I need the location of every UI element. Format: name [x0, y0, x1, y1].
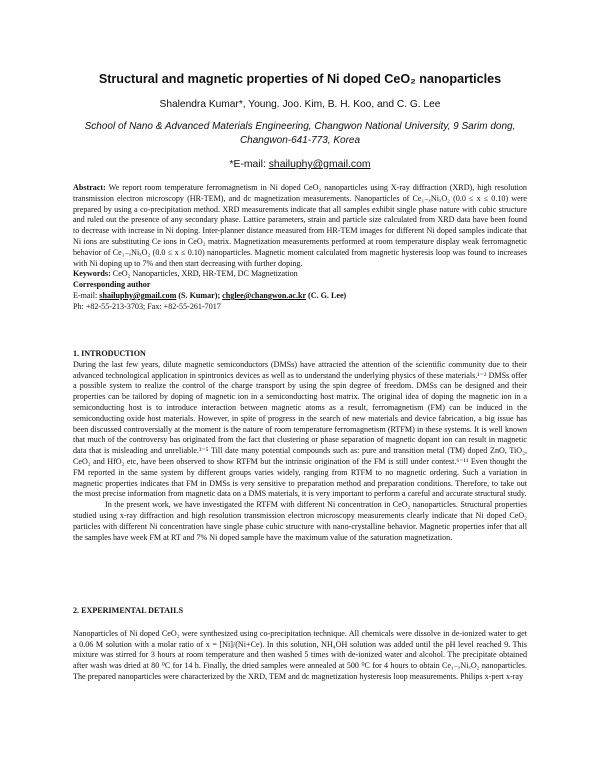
- abstract-text: We report room temperature ferromagnetism in Ni doped CeO₂ nanoparticles using X-ray diffraction (XRD), high resolution transmission electron microscopy (HR-TEM), and dc magnetization measurements. Nanoparticles of Ce₁₋ₓNiₓO₂ (0.0 ≤ x ≤ 0.10) were prepared by using a co-precipitation method. XRD measurements indicate that all samples exhibit single phase nature with cubic structure and ruled out the presence of any secondary phase. Lattice parameters, strain and particle size calculated from XRD data have been found to decrease with increase in Ni doping. Inter-planner distance measured from HR-TEM images for different Ni doped samples indicate that Ni ions are substituting Ce ions in CeO₂ matrix. Magnetization measurements performed at room temperature display weak ferromagnetic behavior of Ce₁₋ₓNiₓO₂ (0.0 ≤ x ≤ 0.10) nanoparticles. Magnetic moment calculated from magnetic hysteresis loop was found to increases with Ni doping up to 7% and then start decreasing with further doping.: [73, 183, 527, 268]
- email-prefix: *E-mail:: [229, 159, 269, 170]
- keywords-label: Keywords:: [73, 269, 111, 279]
- introduction-section: [73, 349, 527, 543]
- corresponding-author-heading: Corresponding author: [73, 280, 151, 290]
- abstract-paragraph: [73, 183, 527, 269]
- corr-email-2-link[interactable]: chglee@changwon.ac.kr: [222, 290, 306, 300]
- experimental-section: [73, 606, 527, 683]
- affiliation: School of Nano & Advanced Materials Engineering, Changwon National University, 9 Sarim dong, Changwon-641-773, Korea: [84, 121, 516, 146]
- section-heading-experimental: 2. EXPERIMENTAL DETAILS: [73, 606, 184, 615]
- abstract-label: Abstract:: [73, 183, 106, 192]
- phone-fax-line: Ph: +82-55-213-3703; Fax: +82-55-261-7017: [73, 301, 221, 311]
- introduction-paragraph-1: During the last few years, dilute magnetic semiconductors (DMSs) have attracted the attention of the scientific community due to their advanced technological application in spintronics devices as well as to understand the underlying physics of these materials.¹⁻² DMSs offer a possible system to realize the control of the charge transport by using the spin degree of freedom. DMSs can be designed and their properties can be tailored by doping of magnetic ion in a semiconducting host matrix. The original idea of doping the magnetic ion in a semiconducting host is to introduce interaction between magnetic atoms as a result, ferromagnetism (FM) can be induced in the semiconducting oxide host materials. However, in spite of progress in the search of new materials and device fabrication, a big issue has been discussed controversially at the moment is the nature of room temperature ferromagnetism (RTFM) in these systems. It is well known that much of the controversy has originated from the fact that clustering or phase separation of magnetic dopant ion can result in magnetic data that is misleading and unreliable.³⁻⁵ Till date many potential compounds such as: pure and transition metal (TM) doped ZnO, TiO₂, CeO₂ and HfO₂ etc, have been observed to show RTFM but the intrinsic origination of the FM is still under contest.⁶⁻¹¹ Even thought the FM reported in the same system by different groups varies widely, ranging from RTFM to no magnetic ordering. Such a variation in magnetic properties indicates that FM in DMSs is very sensitive to preparation method and preparation conditions. Therefore, to take out the most precise information from magnetic data on a DMS materials, it is very important to perform a careful and accurate structural study.: [73, 359, 527, 499]
- author-email-link[interactable]: shailuphy@gmail.com: [268, 159, 371, 170]
- corr-name-1: (S. Kumar);: [176, 290, 223, 300]
- corresponding-email-line: [40, 158, 560, 171]
- corr-name-2: (C. G. Lee): [306, 290, 347, 300]
- keywords-text: CeO₂ Nanoparticles, XRD, HR-TEM, DC Magnetization: [112, 269, 298, 279]
- introduction-paragraph-2: In the present work, we have investigated the RTFM with different Ni concentration in CeO₂ nanoparticles. Structural properties studied using x-ray diffraction and high resolution transmission electron microscopy measurements clearly indicate that Ni doped CeO₂ particles with different Ni concentration have single phase cubic structure with nano-crystalline behavior. Magnetic properties infer that all the samples have week FM at RT and 7% Ni doped sample have the maximum value of the saturation magnetization.: [73, 500, 527, 542]
- corr-email-label: E-mail:: [73, 290, 100, 300]
- corr-email-1-link[interactable]: shailuphy@gmail.com: [99, 290, 177, 300]
- abstract-block: [73, 183, 527, 313]
- section-heading-introduction: 1. INTRODUCTION: [73, 349, 146, 358]
- keywords-line: [73, 269, 527, 280]
- paper-title: Structural and magnetic properties of Ni doped CeO₂ nanoparticles: [98, 72, 502, 86]
- author-list: Shalendra Kumar*, Young. Joo. Kim, B. H. Koo, and C. G. Lee: [159, 99, 441, 110]
- experimental-paragraph-1: Nanoparticles of Ni doped CeO₂ were synthesized using co-precipitation technique. All chemicals were dissolve in de-ionized water to get a 0.06 M solution with a molar ratio of x = [Ni]/(Ni+Ce). In this solution, NH₄OH solution was added until the pH level reached 9. This mixture was stirred for 3 hours at room temperature and then washed 5 times with de-ionized water and alcohol. The precipitate obtained after wash was dried at 80 ⁰C for 14 h. Finally, the dried samples were annealed at 500 ⁰C for 4 hours to obtain Ce₁₋ₓNiₓO₂ nanoparticles. The prepared nanoparticles were characterized by the XRD, TEM and dc magnetization hysteresis loop measurements. Philips x-pert x-ray: [73, 628, 527, 681]
- corresponding-emails: [73, 291, 527, 302]
